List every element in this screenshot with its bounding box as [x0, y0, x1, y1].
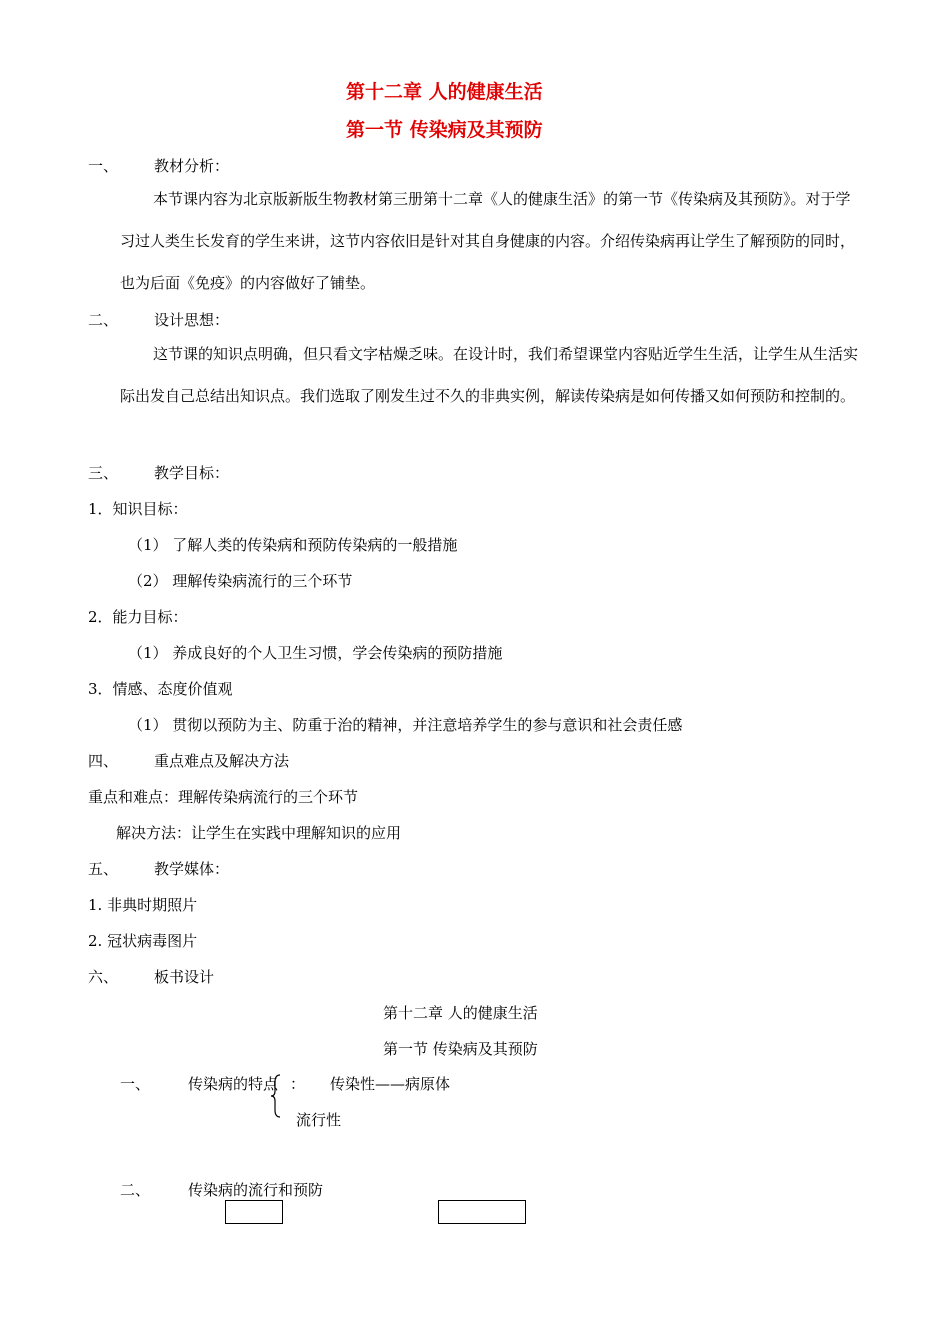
media-item-1: 1. 非典时期照片	[88, 896, 198, 914]
s2-paragraph: 这节课的知识点明确，但只看文字枯燥乏味。在设计时，我们希望课堂内容贴近学生生活，让学生从生活实际出发自己总结出知识点。我们选取了刚发生过不久的非典实例，解读传染病是如何传播又如何预防和控制的。	[120, 345, 859, 405]
s6-heading: 板书设计	[154, 968, 215, 986]
goal-ability-1: （1） 养成良好的个人卫生习惯，学会传染病的预防措施	[128, 644, 503, 662]
s4-heading: 重点难点及解决方法	[154, 752, 290, 770]
board-point1-text: 传染病的特点	[188, 1075, 279, 1093]
solution-method: 解决方法：让学生在实践中理解知识的应用	[116, 824, 402, 842]
board-blank-box-2	[438, 1200, 526, 1224]
chapter-title: 第十二章 人的健康生活	[346, 81, 543, 103]
s3-number: 三、	[88, 464, 119, 482]
s2-number: 二、	[88, 311, 119, 329]
board-point1-colon: ：	[290, 1075, 306, 1093]
media-item-2: 2. 冠状病毒图片	[88, 932, 198, 950]
goal-knowledge: 1．知识目标：	[88, 500, 188, 518]
goal-knowledge-2: （2） 理解传染病流行的三个环节	[128, 572, 353, 590]
s2-heading: 设计思想：	[154, 311, 230, 329]
key-points: 重点和难点：理解传染病流行的三个环节	[88, 788, 359, 806]
s6-number: 六、	[88, 968, 119, 986]
board-point2-text: 传染病的流行和预防	[188, 1181, 324, 1199]
board-point1-epidemicity: 流行性	[296, 1111, 342, 1129]
section-title: 第一节 传染病及其预防	[346, 119, 543, 141]
board-blank-box-1	[225, 1200, 283, 1224]
board-point1-number: 一、	[120, 1075, 151, 1093]
s3-heading: 教学目标：	[154, 464, 230, 482]
board-point2-number: 二、	[120, 1181, 151, 1199]
s1-paragraph: 本节课内容为北京版新版生物教材第三册第十二章《人的健康生活》的第一节《传染病及其预防》。对于学习过人类生长发育的学生来讲，这节内容依旧是针对其自身健康的内容。介绍传染病再让学生了解预防的同时，也为后面《免疫》的内容做好了铺垫。	[120, 190, 856, 292]
s1-number: 一、	[88, 157, 119, 175]
goal-ability: 2．能力目标：	[88, 608, 188, 626]
curly-brace-icon	[270, 1074, 282, 1118]
s5-number: 五、	[88, 860, 119, 878]
goal-attitude-1: （1） 贯彻以预防为主、防重于治的精神，并注意培养学生的参与意识和社会责任感	[128, 716, 683, 734]
goal-knowledge-1: （1） 了解人类的传染病和预防传染病的一般措施	[128, 536, 458, 554]
board-section: 第一节 传染病及其预防	[383, 1040, 538, 1058]
board-point1-infectivity: 传染性——病原体	[330, 1075, 451, 1093]
board-chapter: 第十二章 人的健康生活	[383, 1004, 538, 1022]
s4-number: 四、	[88, 752, 119, 770]
goal-attitude: 3．情感、态度价值观	[88, 680, 233, 698]
s1-heading: 教材分析：	[154, 157, 230, 175]
s5-heading: 教学媒体：	[154, 860, 230, 878]
